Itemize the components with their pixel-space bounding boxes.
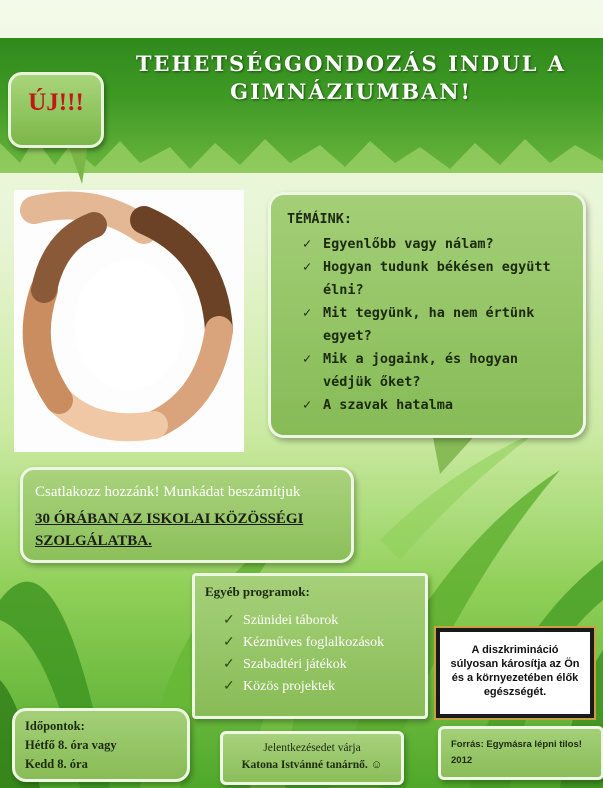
dates-line1: Hétfő 8. óra vagy [25, 738, 117, 752]
programs-title: Egyéb programok: [205, 584, 310, 599]
programs-box [192, 573, 428, 719]
banner-title-line2: GIMNÁZIUMBAN! [230, 79, 472, 104]
list-item: ✓ Kézműves foglalkozások [223, 632, 384, 654]
join-text: Csatlakozz hozzánk! Munkádat beszámítjuk [35, 484, 301, 500]
dates-title: Időpontok: [25, 719, 85, 733]
list-item: ✓ Szabadtéri játékok [223, 654, 384, 676]
topics-bubble [268, 192, 586, 438]
list-item: ✓ A szavak hatalma [303, 394, 573, 417]
check-icon: ✓ [303, 305, 312, 321]
check-icon: ✓ [223, 657, 235, 672]
join-box [20, 467, 354, 563]
topics-title: TÉMÁINK: [287, 211, 353, 227]
list-item: ✓ Mit tegyünk, ha nem értünk egyet? [303, 302, 573, 348]
list-item: ✓ Hogyan tudunk békésen együtt élni? [303, 256, 573, 302]
check-icon: ✓ [223, 635, 235, 650]
topics-bubble-tail [432, 432, 478, 474]
list-item: ✓ Mik a jogaink, és hogyan védjük őket? [303, 348, 573, 394]
check-icon: ✓ [223, 679, 235, 694]
check-icon: ✓ [303, 351, 312, 367]
apply-line2: Katona Istvánné tanárnő. ☺ [241, 759, 383, 771]
new-badge-text: ÚJ!!! [28, 89, 84, 116]
hands-circle-image [14, 190, 244, 452]
source-box [438, 726, 603, 780]
new-badge [8, 72, 104, 148]
warning-text: A diszkrimináció súlyosan károsítja az Ön és a környezetében élők egészségét. [450, 644, 580, 698]
source-line1: Forrás: Egymásra lépni tilos! [451, 739, 582, 750]
programs-list [223, 610, 384, 698]
list-item: ✓ Közös projektek [223, 676, 384, 698]
join-highlight: 30 ÓRÁBAN AZ ISKOLAI KÖZÖSSÉGI SZOLGÁLATBA. [35, 511, 304, 549]
dates-box [12, 708, 190, 782]
apply-line1: Jelentkezésedet várja [263, 742, 361, 754]
source-year: 2012 [451, 755, 473, 766]
apply-box [220, 731, 404, 785]
banner-title [116, 50, 586, 106]
hands-circle-icon [14, 190, 244, 452]
dates-line2: Kedd 8. óra [25, 757, 88, 771]
topics-list [303, 233, 573, 417]
check-icon: ✓ [223, 613, 235, 628]
check-icon: ✓ [303, 397, 312, 413]
check-icon: ✓ [303, 259, 312, 275]
list-item: ✓ Egyenlőbb vagy nálam? [303, 233, 573, 256]
warning-box [436, 628, 594, 718]
list-item: ✓ Szünidei táborok [223, 610, 384, 632]
new-badge-tail [68, 144, 88, 184]
banner-title-line1: TEHETSÉGGONDOZÁS INDUL A [135, 51, 567, 76]
check-icon: ✓ [303, 236, 312, 252]
